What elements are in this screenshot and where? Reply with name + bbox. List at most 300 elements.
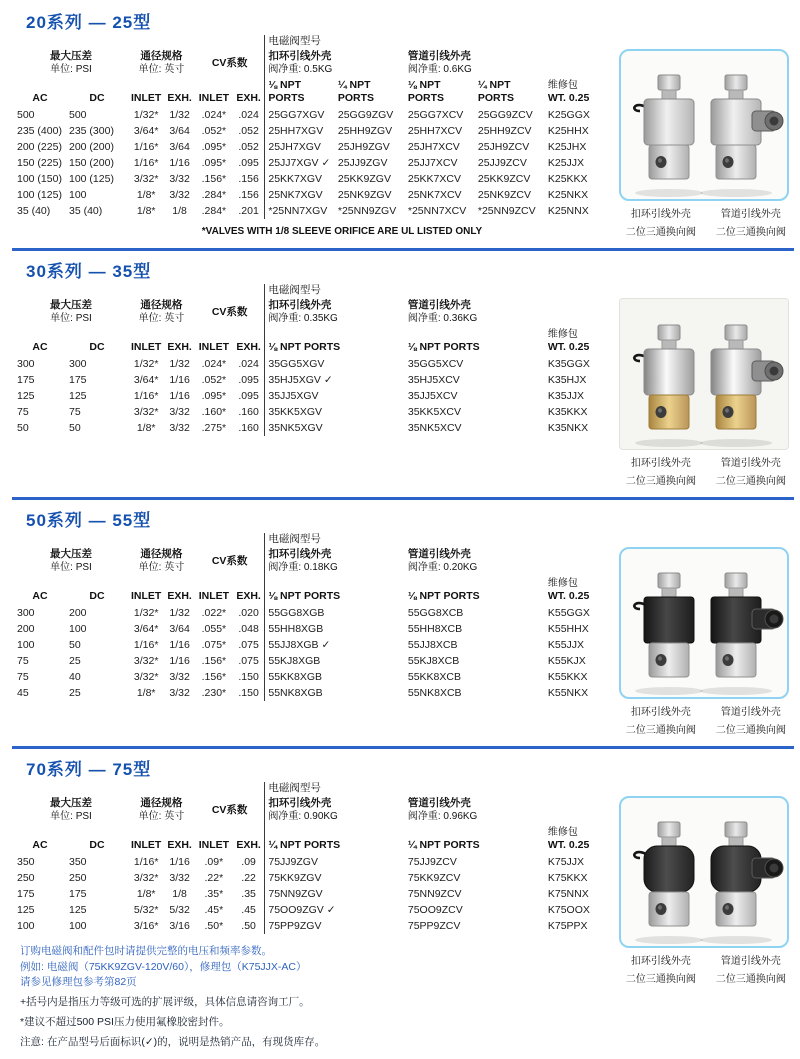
spec-cell: 3/64 (169, 623, 190, 636)
cv-header: CV系数 (211, 56, 248, 69)
spec-cell: 75 (17, 406, 29, 419)
spec-cell: 150 (200) (69, 157, 114, 170)
column-header: INLET (198, 839, 230, 852)
spec-cell: 3/32 (169, 687, 190, 700)
cv-header: CV系数 (211, 803, 248, 816)
model-cell: 55KK8XGB (265, 669, 405, 685)
spec-cell: 1/16* (133, 157, 159, 170)
model-cell: 25HH7XCV (407, 125, 463, 138)
column-header: INLET (198, 341, 230, 354)
ports-header: ⅛ NPT PORTS (407, 590, 480, 603)
spacer (545, 797, 619, 826)
spec-cell: .052 (238, 125, 259, 138)
footnote-line: 例如: 电磁阀（75KK9ZGV-120V/60），修理包（K75JJX-AC） (20, 960, 307, 973)
product-photo-column (619, 533, 795, 740)
spec-cell: 1/32 (169, 358, 190, 371)
product-photo (619, 547, 789, 699)
spacer (14, 533, 265, 548)
spec-cell: 1/32 (169, 109, 190, 122)
model-cell: 55KJ8XCB (407, 655, 460, 668)
size-unit: 单位: 英寸 (138, 811, 185, 823)
spacer (14, 284, 265, 299)
photo-caption: 扣环引线外壳 二位三通换向阀 (625, 458, 696, 487)
spacer (545, 35, 619, 50)
model-cell: 55NK8XGB (265, 685, 405, 701)
spec-cell: 125 (17, 390, 35, 403)
table-row (14, 420, 619, 436)
spec-cell: .160* (201, 406, 227, 419)
product-photo-column (619, 284, 795, 491)
spec-table (14, 533, 619, 701)
spec-cell: .095* (201, 390, 227, 403)
spec-cell: .024* (201, 109, 227, 122)
column-header: AC (32, 92, 48, 105)
spec-cell: .095* (201, 157, 227, 170)
product-photo (619, 298, 789, 450)
model-cell: 25JH7XCV (407, 141, 460, 154)
ports-header: ¼ NPT PORTS (477, 79, 515, 105)
spec-table-area (12, 782, 619, 1051)
valve-pair-illustration (624, 565, 784, 697)
kit-title: 维修包 (547, 79, 578, 91)
model-cell: 75JJ9ZGV (265, 854, 405, 870)
spec-cell: 3/64* (133, 125, 159, 138)
column-header: INLET (198, 590, 230, 603)
model-cell: 25JJ7XGV ✓ (265, 155, 335, 171)
series-section (12, 755, 794, 1051)
section-title: 70系列 — 75型 (26, 760, 152, 779)
table-row (14, 171, 619, 187)
photo-captions (619, 201, 793, 242)
column-header: DC (89, 341, 105, 354)
spec-cell: 3/16 (169, 920, 190, 933)
ul-listed-footnote: *VALVES WITH 1/8 SLEEVE ORIFICE ARE UL LISTED ONLY (201, 226, 483, 238)
ports-header: ⅛ NPT PORTS (407, 79, 445, 105)
kit-weight: WT. 0.25 (547, 839, 590, 852)
spec-cell: .095 (238, 157, 259, 170)
model-cell: 25JH9ZGV (337, 141, 390, 154)
spec-cell: 3/32* (133, 872, 159, 885)
spacer (14, 35, 265, 50)
section-title: 30系列 — 35型 (26, 262, 152, 281)
spec-cell: 1/16 (169, 639, 190, 652)
housing-group-header: 管道引线外壳 阀净重: 0.20KG (407, 548, 478, 574)
spec-cell: .020 (238, 607, 259, 620)
table-row (14, 123, 619, 139)
table-row (14, 637, 619, 653)
footnote-line: 注意: 在产品型号后面标识(✓)的，说明是热销产品，有现货库存。 (20, 1036, 326, 1049)
model-cell: 75PP9ZCV (407, 920, 461, 933)
section-body (12, 284, 794, 491)
ordering-notes (20, 944, 619, 1050)
model-cell: *25NN9ZGV (337, 205, 397, 218)
model-cell: 25KK7XGV (265, 171, 335, 187)
spec-cell: 1/16* (133, 856, 159, 869)
housing-weight: 阀净重: 0.90KG (268, 811, 338, 823)
table-row (14, 388, 619, 404)
spec-cell: 3/32 (169, 422, 190, 435)
photo-captions (619, 450, 793, 491)
footnote-line: 请参见修理包参考第82页 (20, 975, 137, 988)
spec-cell: 175 (69, 888, 87, 901)
spec-cell: 500 (69, 109, 87, 122)
column-header: DC (89, 92, 105, 105)
model-cell: 55HH8XCB (407, 623, 463, 636)
valve-left-clip-lead (634, 75, 694, 179)
ports-header: ¼ NPT PORTS (337, 79, 375, 105)
spec-cell: .022* (201, 607, 227, 620)
table-row (14, 187, 619, 203)
model-cell: 55JJ8XGB ✓ (265, 637, 405, 653)
table-row (14, 605, 619, 621)
sections-container (12, 8, 794, 1051)
size-unit: 单位: 英寸 (138, 562, 185, 574)
model-cell: *25NN9ZCV (477, 205, 536, 218)
model-cell: 75PP9ZGV (265, 918, 405, 934)
series-section (12, 8, 794, 242)
model-cell: 55NK8XCB (407, 687, 462, 700)
housing-weight: 阀净重: 0.6KG (407, 64, 472, 76)
housing-group-header: 扣环引线外壳 阀净重: 0.5KG (265, 50, 405, 79)
section-title: 20系列 — 25型 (26, 13, 152, 32)
spec-cell: .048 (238, 623, 259, 636)
kit-cell: K55HHX (547, 623, 589, 636)
column-header: EXH. (167, 590, 192, 603)
valve-left-clip-lead (634, 325, 694, 429)
model-cell: 55JJ8XCB (407, 639, 458, 652)
spec-cell: .024 (238, 109, 259, 122)
section-body (12, 533, 794, 740)
model-cell: 75KK9ZCV (407, 872, 461, 885)
column-header: INLET (131, 590, 162, 603)
photo-caption: 扣环引线外壳 二位三通换向阀 (625, 209, 696, 238)
kit-cell: K55GGX (547, 607, 590, 620)
spec-cell: 350 (17, 856, 35, 869)
kit-cell: K75PPX (547, 920, 588, 933)
cv-header: CV系数 (211, 305, 248, 318)
housing-group-header: 管道引线外壳 阀净重: 0.96KG (407, 797, 478, 823)
spec-cell: .230* (201, 687, 227, 700)
solenoid-models-header: 电磁阀型号 (265, 35, 545, 50)
table-row (14, 918, 619, 934)
column-header: AC (32, 590, 48, 603)
ports-header: ⅛ NPT PORTS (265, 577, 405, 606)
housing-weight: 阀净重: 0.5KG (268, 64, 333, 76)
kit-cell: K55KKX (547, 671, 588, 684)
model-cell: 25NK9ZGV (337, 189, 392, 202)
kit-cell: K35HJX (547, 374, 587, 387)
kit-cell: K35KKX (547, 406, 588, 419)
spec-cell: 1/16* (133, 639, 159, 652)
spec-cell: 200 (200) (69, 141, 114, 154)
spec-cell: .09 (241, 856, 256, 869)
series-section (12, 506, 794, 740)
spec-cell: 3/32* (133, 671, 159, 684)
kit-cell: K75JJX (547, 856, 585, 869)
spec-table (14, 35, 619, 219)
size-unit: 单位: 英寸 (138, 64, 185, 76)
series-section (12, 257, 794, 491)
ports-header: ¼ NPT PORTS (265, 826, 405, 855)
table-row (14, 139, 619, 155)
table-row (14, 372, 619, 388)
spec-cell: 25 (69, 687, 81, 700)
spec-cell: .075 (238, 655, 259, 668)
model-cell: 35KK5XCV (407, 406, 461, 419)
spec-cell: .156* (201, 671, 227, 684)
kit-cell: K25GGX (547, 109, 590, 122)
spec-cell: .075* (201, 639, 227, 652)
footnote-line: *建议不超过500 PSI压力使用氟橡胶密封件。 (20, 1016, 230, 1029)
spec-cell: .284* (201, 189, 227, 202)
model-cell: 25GG9ZGV (337, 109, 394, 122)
spec-cell: 3/32* (133, 406, 159, 419)
spec-cell: 75 (17, 655, 29, 668)
spec-cell: .156 (238, 189, 259, 202)
table-row (14, 653, 619, 669)
size-header: 通径规格 单位: 英寸 (138, 548, 185, 574)
housing-weight: 阀净重: 0.96KG (407, 811, 478, 823)
spec-cell: 1/16 (169, 374, 190, 387)
spec-cell: 1/8* (136, 189, 156, 202)
spec-cell: 1/8 (172, 205, 187, 218)
model-cell: 25KK7XCV (407, 173, 461, 186)
kit-cell: K75NNX (547, 888, 589, 901)
model-cell: 35JJ5XCV (407, 390, 458, 403)
spec-cell: 50 (69, 422, 81, 435)
spec-cell: .156* (201, 655, 227, 668)
table-row (14, 902, 619, 918)
model-cell: 75OO9ZGV ✓ (265, 902, 405, 918)
spec-cell: .160 (238, 406, 259, 419)
pressure-unit: 单位: PSI (50, 811, 92, 823)
spec-cell: .22 (241, 872, 256, 885)
column-header: DC (89, 590, 105, 603)
spec-cell: 3/32 (169, 671, 190, 684)
photo-caption: 管道引线外壳 二位三通换向阀 (715, 956, 786, 985)
pressure-header: 最大压差 单位: PSI (50, 797, 92, 823)
model-cell: 25KK9ZCV (477, 173, 531, 186)
spec-cell: 3/64 (169, 141, 190, 154)
model-cell: 35GG5XGV (265, 356, 405, 372)
column-header: EXH. (236, 341, 261, 354)
spec-cell: 75 (69, 406, 81, 419)
hot-item-check: ✓ (321, 639, 331, 652)
spec-cell: 1/8 (172, 888, 187, 901)
table-row (14, 621, 619, 637)
pressure-unit: 单位: PSI (50, 562, 92, 574)
spec-cell: 1/32* (133, 358, 159, 371)
spec-cell: 300 (17, 607, 35, 620)
model-cell: *25NN7XCV (407, 205, 467, 218)
spec-cell: 1/32 (169, 607, 190, 620)
spec-table-area (12, 35, 619, 239)
spec-cell: .095 (238, 374, 259, 387)
spec-cell: .201 (238, 205, 259, 218)
model-cell: 55KJ8XGB (265, 653, 405, 669)
kit-weight: WT. 0.25 (547, 341, 590, 354)
model-cell: 25HH9ZCV (477, 125, 532, 138)
spec-cell: 50 (69, 639, 81, 652)
column-header: AC (32, 341, 48, 354)
column-header: INLET (131, 92, 162, 105)
model-cell: 25NK7XGV (265, 187, 335, 203)
pressure-header: 最大压差 单位: PSI (50, 50, 92, 76)
product-photo-column (619, 35, 795, 242)
spec-cell: 3/64 (169, 125, 190, 138)
spec-cell: .09* (204, 856, 224, 869)
kit-cell: K35GGX (547, 358, 590, 371)
column-header: EXH. (167, 839, 192, 852)
table-row (14, 107, 619, 123)
spec-cell: 5/32 (169, 904, 190, 917)
spec-cell: 1/32* (133, 109, 159, 122)
ports-header: ¼ NPT PORTS (407, 839, 480, 852)
kit-cell: K55JJX (547, 639, 585, 652)
column-header: INLET (131, 341, 162, 354)
spec-cell: 175 (69, 374, 87, 387)
spec-cell: .055* (201, 623, 227, 636)
spec-cell: 5/32* (133, 904, 159, 917)
spec-cell: .50* (204, 920, 224, 933)
photo-caption: 扣环引线外壳 二位三通换向阀 (625, 956, 696, 985)
table-row (14, 356, 619, 372)
housing-weight: 阀净重: 0.20KG (407, 562, 478, 574)
spec-cell: 3/32* (133, 655, 159, 668)
valve-left-clip-lead (634, 573, 694, 677)
model-cell: 25NK7XCV (407, 189, 462, 202)
spec-cell: 125 (17, 904, 35, 917)
model-cell: 75OO9ZCV (407, 904, 463, 917)
kit-cell: K55KJX (547, 655, 586, 668)
spec-cell: .22* (204, 872, 224, 885)
model-cell: *25NN7XGV (265, 203, 335, 219)
model-cell: 25JJ9ZGV (337, 157, 388, 170)
spec-cell: 100 (125) (69, 173, 114, 186)
column-header: EXH. (236, 92, 261, 105)
spacer (545, 548, 619, 577)
spec-cell: 200 (225) (17, 141, 62, 154)
model-cell: 55HH8XGB (265, 621, 405, 637)
kit-header (545, 79, 619, 108)
spec-cell: .052 (238, 141, 259, 154)
kit-cell: K25KKX (547, 173, 588, 186)
spec-cell: 1/8* (136, 205, 156, 218)
ports-header: ⅛ NPT PORTS (407, 341, 480, 354)
pressure-unit: 单位: PSI (50, 64, 92, 76)
kit-header (545, 328, 619, 357)
spec-table (14, 284, 619, 436)
model-cell: 55GG8XGB (265, 605, 405, 621)
model-cell: 25NK9ZCV (477, 189, 531, 202)
spec-cell: 35 (40) (69, 205, 103, 218)
valve-pair-illustration (624, 317, 784, 449)
size-unit: 单位: 英寸 (138, 313, 185, 325)
kit-cell: K75OOX (547, 904, 590, 917)
kit-weight: WT. 0.25 (547, 92, 590, 105)
housing-group-header: 管道引线外壳 阀净重: 0.6KG (407, 50, 472, 76)
product-photo (619, 796, 789, 948)
housing-weight: 阀净重: 0.35KG (268, 313, 338, 325)
footnote-line: +括号内是指压力等级可选的扩展评级，具体信息请咨询工厂。 (20, 996, 310, 1009)
valve-right-conduit (711, 573, 783, 677)
spec-cell: 100 (150) (17, 173, 62, 186)
table-row (14, 685, 619, 701)
model-cell: 25HH7XGV (265, 123, 335, 139)
spec-cell: 235 (300) (69, 125, 114, 138)
spec-cell: 1/16 (169, 390, 190, 403)
model-cell: 35GG5XCV (407, 358, 464, 371)
table-row (14, 870, 619, 886)
spec-cell: 3/32 (169, 406, 190, 419)
spec-cell: 1/16* (133, 390, 159, 403)
pressure-header: 最大压差 单位: PSI (50, 548, 92, 574)
spec-cell: 1/16 (169, 856, 190, 869)
kit-weight: WT. 0.25 (547, 590, 590, 603)
spec-cell: 3/32 (169, 189, 190, 202)
kit-cell: K25HHX (547, 125, 589, 138)
spec-cell: 250 (17, 872, 35, 885)
kit-title: 维修包 (547, 577, 578, 589)
spec-cell: .45* (204, 904, 224, 917)
spec-cell: .024* (201, 358, 227, 371)
model-cell: 25GG9ZCV (477, 109, 533, 122)
spec-cell: 100 (17, 639, 35, 652)
section-divider (12, 497, 794, 500)
spec-cell: .052* (201, 374, 227, 387)
spec-cell: 35 (40) (17, 205, 51, 218)
footnote-line: 订购电磁阀和配件包时请提供完整的电压和频率参数。 (20, 945, 272, 958)
spec-cell: .095 (238, 390, 259, 403)
kit-cell: K75KKX (547, 872, 588, 885)
column-header: INLET (131, 839, 162, 852)
housing-group-header: 扣环引线外壳 阀净重: 0.35KG (265, 299, 405, 328)
column-header: EXH. (236, 590, 261, 603)
column-header: EXH. (236, 839, 261, 852)
kit-cell: K25NNX (547, 205, 589, 218)
spec-cell: 125 (69, 390, 87, 403)
spec-cell: .50 (241, 920, 256, 933)
model-cell: 35KK5XGV (265, 404, 405, 420)
column-header: AC (32, 839, 48, 852)
spec-cell: 1/8* (136, 888, 156, 901)
section-divider (12, 746, 794, 749)
size-header: 通径规格 单位: 英寸 (138, 299, 185, 325)
spec-cell: 1/8* (136, 422, 156, 435)
spec-cell: 75 (17, 671, 29, 684)
spec-cell: 150 (225) (17, 157, 62, 170)
pressure-header: 最大压差 单位: PSI (50, 299, 92, 325)
spacer (545, 782, 619, 797)
model-cell: 25JJ9ZCV (477, 157, 527, 170)
table-row (14, 203, 619, 219)
kit-title: 维修包 (547, 826, 578, 838)
spec-cell: 200 (69, 607, 87, 620)
column-header: INLET (198, 92, 230, 105)
pressure-unit: 单位: PSI (50, 313, 92, 325)
solenoid-models-header: 电磁阀型号 (265, 533, 545, 548)
housing-group-header: 管道引线外壳 阀净重: 0.36KG (407, 299, 478, 325)
model-cell: 25HH9ZGV (337, 125, 393, 138)
housing-weight: 阀净重: 0.18KG (268, 562, 338, 574)
column-header: EXH. (167, 341, 192, 354)
model-cell: 55KK8XCB (407, 671, 461, 684)
kit-header (545, 577, 619, 606)
valve-right-conduit (711, 822, 783, 926)
spec-cell: 3/64* (133, 374, 159, 387)
spec-cell: .284* (201, 205, 227, 218)
spec-cell: 1/8* (136, 687, 156, 700)
